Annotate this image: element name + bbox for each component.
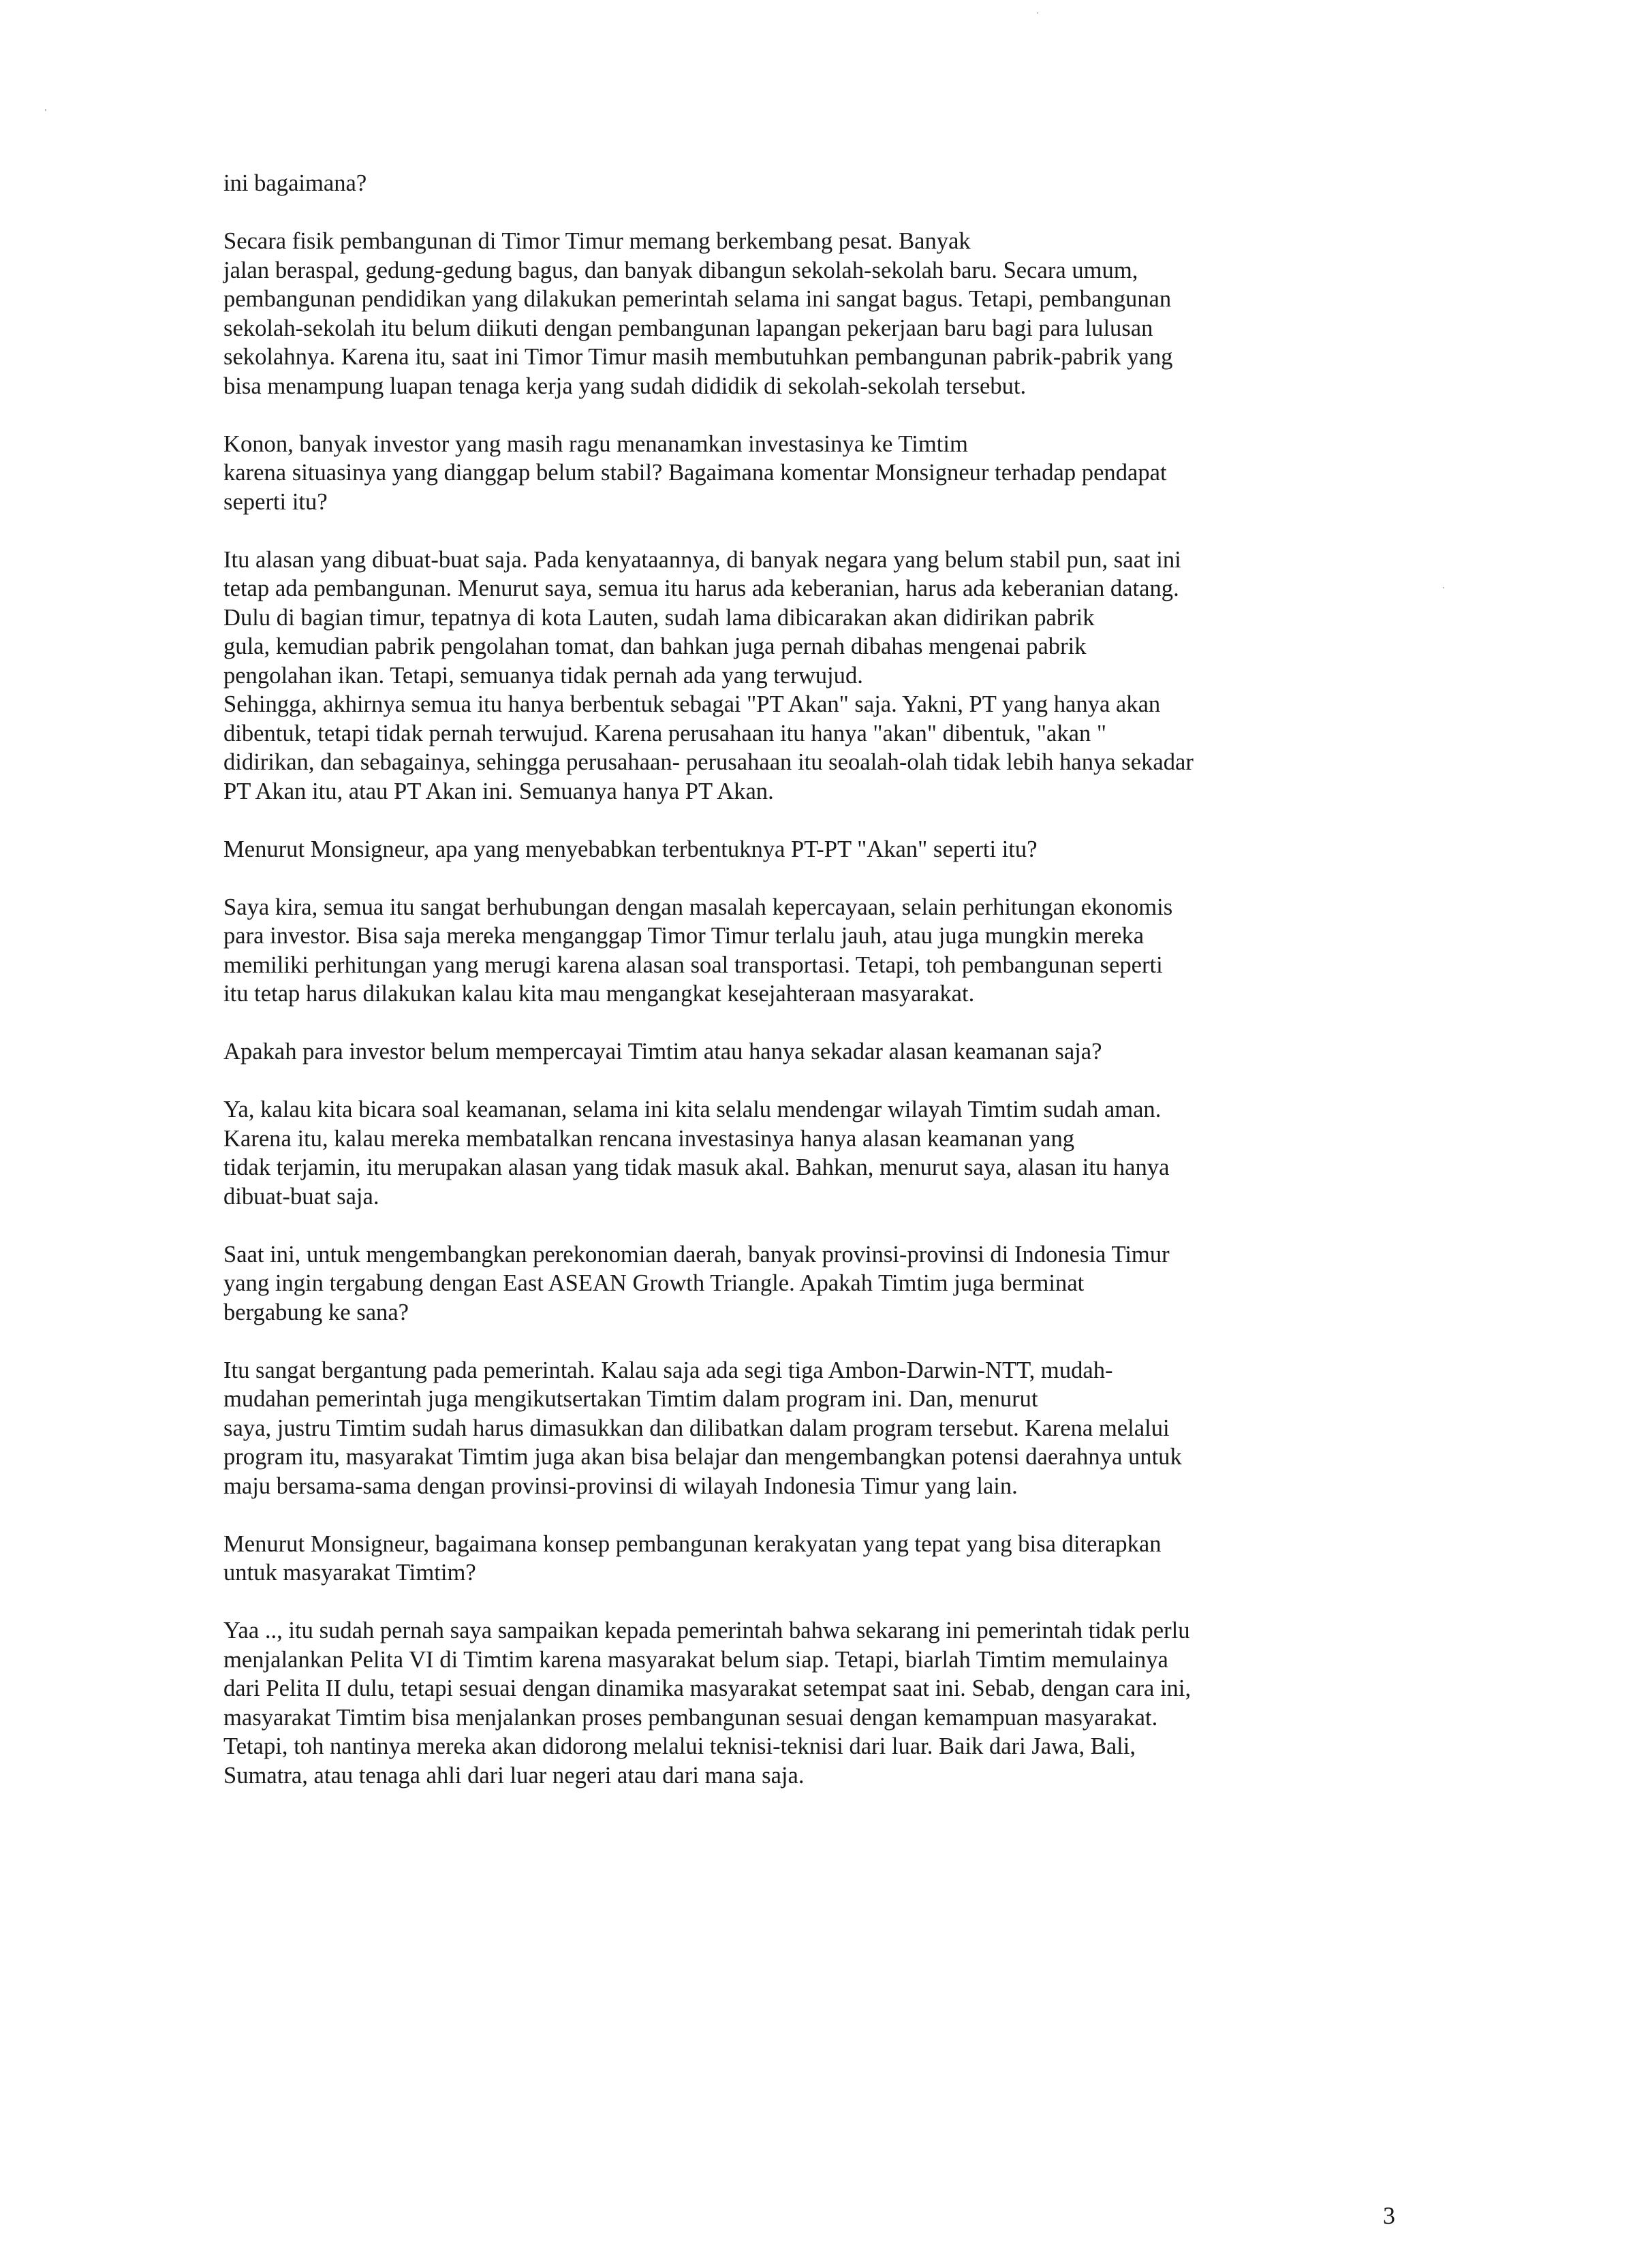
text-line: ini bagaimana? bbox=[223, 170, 367, 196]
paragraph bbox=[223, 1356, 1422, 1501]
text-line: PT Akan itu, atau PT Akan ini. Semuanya hanya PT Akan. bbox=[223, 778, 774, 804]
text-line: Menurut Monsigneur, apa yang menyebabkan terbentuknya PT-PT "Akan" seperti itu? bbox=[223, 836, 1038, 862]
text-line: Apakah para investor belum mempercayai Timtim atau hanya sekadar alasan keamanan saja? bbox=[223, 1039, 1102, 1065]
text-line: dibentuk, tetapi tidak pernah terwujud. Karena perusahaan itu hanya "akan" dibentuk, "akan " bbox=[223, 720, 1107, 746]
paragraph bbox=[223, 227, 1422, 400]
paragraph bbox=[223, 169, 1422, 198]
text-line: para investor. Bisa saja mereka menganggap Timor Timur terlalu jauh, atau juga mungkin mereka bbox=[223, 923, 1144, 949]
text-line: bergabung ke sana? bbox=[223, 1299, 409, 1325]
text-line: Itu alasan yang dibuat-buat saja. Pada kenyataannya, di banyak negara yang belum stabil pun, saat ini bbox=[223, 546, 1181, 573]
text-line: Saya kira, semua itu sangat berhubungan dengan masalah kepercayaan, selain perhitungan ekonomis bbox=[223, 894, 1173, 920]
text-line: Menurut Monsigneur, bagaimana konsep pembangunan kerakyatan yang tepat yang bisa diterapkan bbox=[223, 1530, 1162, 1557]
text-line: Dulu di bagian timur, tepatnya di kota Lauten, sudah lama dibicarakan akan didirikan pabrik bbox=[223, 604, 1095, 631]
paragraph bbox=[223, 430, 1422, 517]
scan-speck bbox=[45, 109, 46, 111]
text-line: memiliki perhitungan yang merugi karena alasan soal transportasi. Tetapi, toh pembangunan seperti bbox=[223, 951, 1163, 978]
document-body bbox=[223, 169, 1422, 1819]
text-line: mudahan pemerintah juga mengikutsertakan Timtim dalam program ini. Dan, menurut bbox=[223, 1386, 1038, 1412]
text-line: Saat ini, untuk mengembangkan perekonomian daerah, banyak provinsi-provinsi di Indonesia Timur bbox=[223, 1241, 1170, 1267]
text-line: didirikan, dan sebagainya, sehingga perusahaan- perusahaan itu seoalah-olah tidak lebih hanya sekadar bbox=[223, 749, 1194, 775]
text-line: Itu sangat bergantung pada pemerintah. Kalau saja ada segi tiga Ambon-Darwin-NTT, mudah- bbox=[223, 1357, 1113, 1383]
paragraph bbox=[223, 1095, 1422, 1211]
text-line: Sehingga, akhirnya semua itu hanya berbentuk sebagai "PT Akan" saja. Yakni, PT yang hanya akan bbox=[223, 691, 1161, 717]
text-line: jalan beraspal, gedung-gedung bagus, dan banyak dibangun sekolah-sekolah baru. Secara umum, bbox=[223, 257, 1138, 283]
text-line: Karena itu, kalau mereka membatalkan rencana investasinya hanya alasan keamanan yang bbox=[223, 1125, 1075, 1152]
text-line: seperti itu? bbox=[223, 488, 328, 515]
paragraph bbox=[223, 1616, 1422, 1790]
text-line: dibuat-buat saja. bbox=[223, 1183, 379, 1210]
paragraph bbox=[223, 1037, 1422, 1067]
text-line: program itu, masyarakat Timtim juga akan bisa belajar dan mengembangkan potensi daerahnya untuk bbox=[223, 1444, 1182, 1470]
paragraph bbox=[223, 546, 1422, 806]
text-line: masyarakat Timtim bisa menjalankan proses pembangunan sesuai dengan kemampuan masyarakat. bbox=[223, 1704, 1158, 1731]
text-line: Tetapi, toh nantinya mereka akan didorong melalui teknisi-teknisi dari luar. Baik dari Jawa, Bali, bbox=[223, 1733, 1136, 1759]
scan-speck bbox=[1443, 587, 1444, 588]
text-line: bisa menampung luapan tenaga kerja yang sudah dididik di sekolah-sekolah tersebut. bbox=[223, 373, 1027, 399]
text-line: Yaa .., itu sudah pernah saya sampaikan kepada pemerintah bahwa sekarang ini pemerintah tidak perlu bbox=[223, 1618, 1190, 1643]
text-line: pengolahan ikan. Tetapi, semuanya tidak pernah ada yang terwujud. bbox=[223, 662, 863, 689]
text-line: yang ingin tergabung dengan East ASEAN Growth Triangle. Apakah Timtim juga berminat bbox=[223, 1270, 1085, 1296]
text-line: pembangunan pendidikan yang dilakukan pemerintah selama ini sangat bagus. Tetapi, pembangunan bbox=[223, 286, 1172, 312]
paragraph bbox=[223, 1530, 1422, 1588]
paragraph bbox=[223, 893, 1422, 1009]
text-line: Sumatra, atau tenaga ahli dari luar negeri atau dari mana saja. bbox=[223, 1762, 805, 1789]
text-line: Konon, banyak investor yang masih ragu menanamkan investasinya ke Timtim bbox=[223, 430, 968, 457]
text-line: sekolahnya. Karena itu, saat ini Timor Timur masih membutuhkan pembangunan pabrik-pabrik yang bbox=[223, 344, 1173, 370]
text-line: sekolah-sekolah itu belum diikuti dengan pembangunan lapangan pekerjaan baru bagi para lulusan bbox=[223, 315, 1153, 341]
scan-speck bbox=[1037, 12, 1038, 14]
text-line: tidak terjamin, itu merupakan alasan yang tidak masuk akal. Bahkan, menurut saya, alasan itu hanya bbox=[223, 1154, 1170, 1180]
text-line: karena situasinya yang dianggap belum stabil? Bagaimana komentar Monsigneur terhadap pendapat bbox=[223, 460, 1167, 486]
text-line: dari Pelita II dulu, tetapi sesuai dengan dinamika masyarakat setempat saat ini. Sebab, dengan cara ini, bbox=[223, 1675, 1192, 1701]
text-line: saya, justru Timtim sudah harus dimasukkan dan dilibatkan dalam program tersebut. Karena melalui bbox=[223, 1415, 1170, 1441]
text-line: maju bersama-sama dengan provinsi-provinsi di wilayah Indonesia Timur yang lain. bbox=[223, 1472, 1018, 1499]
page-number: 3 bbox=[1383, 2202, 1395, 2229]
text-line: menjalankan Pelita VI di Timtim karena masyarakat belum siap. Tetapi, biarlah Timtim memulainya bbox=[223, 1646, 1168, 1673]
text-line: itu tetap harus dilakukan kalau kita mau mengangkat kesejahteraan masyarakat. bbox=[223, 981, 975, 1007]
text-line: Ya, kalau kita bicara soal keamanan, selama ini kita selalu mendengar wilayah Timtim sudah aman. bbox=[223, 1097, 1162, 1122]
text-line: untuk masyarakat Timtim? bbox=[223, 1560, 476, 1586]
text-line: gula, kemudian pabrik pengolahan tomat, dan bahkan juga pernah dibahas mengenai pabrik bbox=[223, 633, 1087, 659]
text-line: Secara fisik pembangunan di Timor Timur memang berkembang pesat. Banyak bbox=[223, 228, 971, 254]
paragraph bbox=[223, 835, 1422, 864]
paragraph bbox=[223, 1240, 1422, 1327]
text-line: tetap ada pembangunan. Menurut saya, semua itu harus ada keberanian, harus ada keberanian datang. bbox=[223, 576, 1179, 601]
